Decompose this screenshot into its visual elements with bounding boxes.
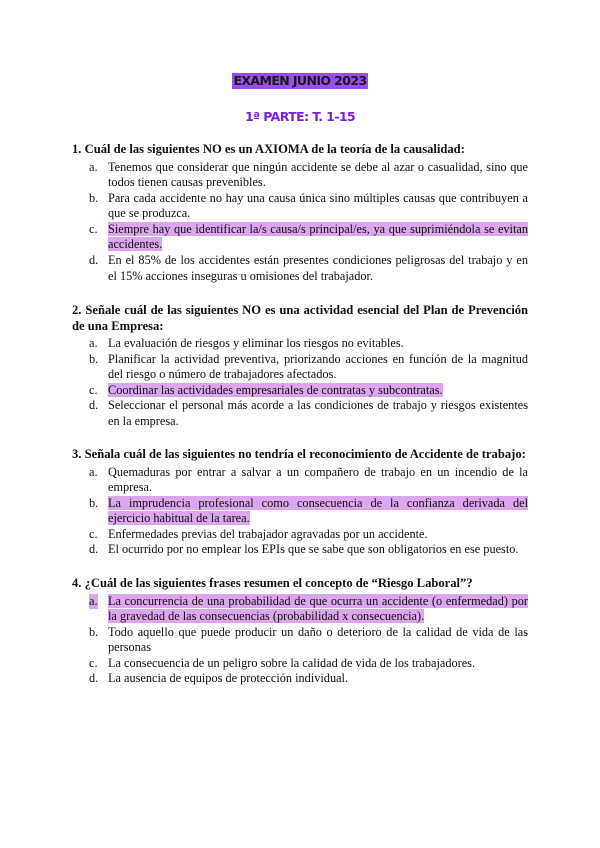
option-a — [72, 160, 528, 191]
option-letter: b. — [89, 351, 99, 366]
option-letter: c. — [89, 382, 98, 397]
option-c-correct — [72, 383, 528, 399]
option-b — [72, 625, 528, 656]
option-text: El ocurrido por no emplear los EPIs que se sabe que son obligatorios en ese puesto. — [108, 542, 519, 557]
part-title: 1ª PARTE: T. 1-15 — [244, 109, 356, 124]
option-text: La ausencia de equipos de protección individual. — [108, 671, 349, 686]
question-text: 2. Señale cuál de las siguientes NO es una actividad esencial del Plan de Prevención de una Empresa: — [72, 303, 528, 333]
option-letter: c. — [89, 221, 98, 236]
question-text: 3. Señala cuál de las siguientes no tendría el reconocimiento de Accidente de trabajo: — [72, 447, 526, 461]
highlighted-answer: Coordinar las actividades empresariales de contratas y subcontratas. — [108, 382, 443, 397]
option-letter: d. — [89, 542, 99, 557]
option-text: En el 85% de los accidentes están presentes condiciones peligrosas del trabajo y en el 15% acciones inseguras u omisiones del trabajador. — [108, 253, 528, 283]
question-4 — [72, 576, 528, 687]
option-text: Quemaduras por entrar a salvar a un compañero de trabajo en un incendio de la empresa. — [108, 464, 528, 495]
option-letter: c. — [89, 655, 98, 670]
option-d — [72, 671, 528, 687]
exam-title-wrap — [0, 72, 600, 90]
highlighted-answer: La imprudencia profesional como consecuencia de la confianza derivada del ejercicio habitual de la tarea. — [108, 495, 528, 526]
options-list — [72, 465, 528, 559]
exam-title: EXAMEN JUNIO 2023 — [233, 73, 367, 88]
option-text: La consecuencia de un peligro sobre la calidad de vida de los trabajadores. — [108, 655, 476, 670]
option-b-correct — [72, 496, 528, 527]
option-letter: d. — [89, 253, 99, 268]
option-letter: b. — [89, 495, 99, 510]
option-letter: b. — [89, 190, 99, 205]
option-letter: a. — [89, 464, 98, 479]
question-2 — [72, 303, 528, 430]
question-1 — [72, 142, 528, 284]
option-c-correct — [72, 222, 528, 253]
option-text: Planificar la actividad preventiva, priorizando acciones en función de la magnitud del riesgo o número de trabajadores afectados. — [108, 351, 528, 382]
option-a-correct — [72, 594, 528, 625]
highlighted-answer: La concurrencia de una probabilidad de que ocurra un accidente (o enfermedad) por la gravedad de las consecuencias (probabilidad x consecuencia). — [108, 593, 528, 624]
option-text: Tenemos que considerar que ningún accidente se debe al azar o casualidad, sino que todos tienen causas prevenibles. — [108, 159, 528, 190]
part-title-wrap — [0, 108, 600, 126]
option-text: Todo aquello que puede producir un daño o deterioro de la calidad de vida de las personas — [108, 624, 528, 655]
option-letter: a. — [89, 593, 98, 608]
option-d — [72, 542, 528, 558]
option-text: Seleccionar el personal más acorde a las condiciones de trabajo y riesgos existentes en la empresa. — [108, 398, 528, 428]
option-c — [72, 656, 528, 672]
option-letter: a. — [89, 159, 98, 174]
option-letter: c. — [89, 526, 98, 541]
option-d — [72, 253, 528, 284]
option-c — [72, 527, 528, 543]
option-text: Para cada accidente no hay una causa única sino múltiples causas que contribuyen a que se produzca. — [108, 190, 528, 221]
option-b — [72, 191, 528, 222]
option-a — [72, 465, 528, 496]
option-a — [72, 336, 528, 352]
question-text: 1. Cuál de las siguientes NO es un AXIOMA de la teoría de la causalidad: — [72, 142, 465, 156]
options-list — [72, 160, 528, 285]
highlighted-answer: Siempre hay que identificar la/s causa/s principal/es, ya que suprimiéndola se evitan accidentes. — [108, 221, 528, 252]
option-d — [72, 398, 528, 429]
question-text: 4. ¿Cuál de las siguientes frases resumen el concepto de “Riesgo Laboral”? — [72, 576, 473, 590]
option-letter: a. — [89, 336, 98, 350]
options-list — [72, 336, 528, 430]
option-letter: b. — [89, 624, 99, 639]
question-3 — [72, 447, 528, 558]
option-b — [72, 352, 528, 383]
option-text: Enfermedades previas del trabajador agravadas por un accidente. — [108, 526, 428, 541]
option-letter: d. — [89, 398, 99, 413]
option-letter: d. — [89, 671, 99, 686]
option-text: La evaluación de riesgos y eliminar los riesgos no evitables. — [108, 336, 404, 350]
options-list — [72, 594, 528, 688]
